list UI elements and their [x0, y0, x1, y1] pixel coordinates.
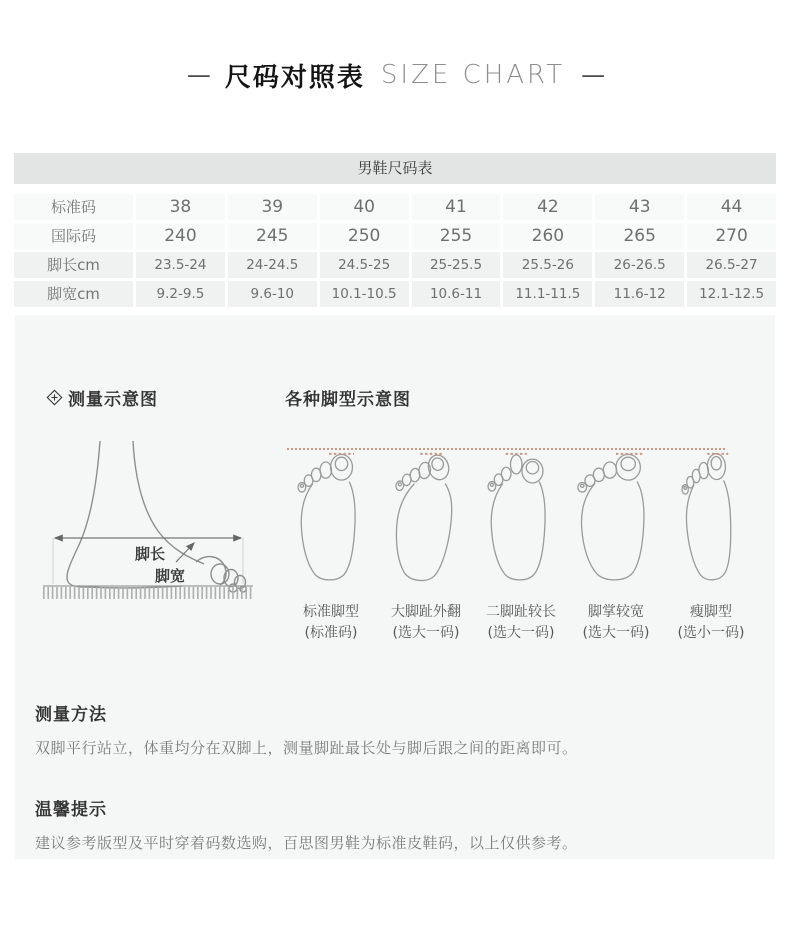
foot-type-name: 瘦脚型 [690, 604, 732, 620]
diagram-headings [33, 385, 757, 410]
table-cell: 9.2-9.5 [136, 281, 225, 307]
foot-type-name: 大脚趾外翻 [391, 604, 461, 620]
table-row-label: 国际码 [14, 223, 133, 249]
table-row-label: 标准码 [14, 194, 133, 220]
measure-diagram-heading [33, 385, 285, 410]
table-row-label: 脚宽cm [14, 281, 133, 307]
size-table-title: 男鞋尺码表 [14, 153, 776, 184]
table-cell: 24-24.5 [228, 252, 317, 278]
table-cell: 42 [503, 194, 592, 220]
foot-type-advice: (选大一码) [392, 625, 460, 641]
foot-standard-icon [289, 438, 373, 590]
size-table [14, 194, 776, 307]
foot-length-label: 脚长 [134, 545, 166, 563]
table-cell: 23.5-24 [136, 252, 225, 278]
page-title-chinese: 尺码对照表 [224, 62, 365, 93]
foot-type-name: 脚掌较宽 [588, 604, 644, 620]
foot-width-label: 脚宽 [154, 567, 186, 585]
foot-thin-icon [669, 438, 753, 590]
info-panel [15, 315, 775, 859]
diamond-plus-icon [46, 389, 63, 406]
foot-type-advice: (选小一码) [677, 625, 745, 641]
measure-method-title: 测量方法 [35, 705, 107, 725]
foot-type-advice: (选大一码) [582, 625, 650, 641]
table-cell: 9.6-10 [228, 281, 317, 307]
measure-method-body: 双脚平行站立，体重均分在双脚上，测量脚趾最长处与脚后跟之间的距离即可。 [35, 739, 578, 757]
table-cell: 11.6-12 [595, 281, 684, 307]
measure-method-section [33, 700, 757, 758]
foot-long-second-toe-icon [479, 438, 563, 590]
table-cell: 26-26.5 [595, 252, 684, 278]
table-cell: 250 [320, 223, 409, 249]
table-cell: 40 [320, 194, 409, 220]
table-cell: 38 [136, 194, 225, 220]
foot-wide-icon [574, 438, 658, 590]
foot-types-figure [285, 438, 757, 644]
table-cell: 255 [412, 223, 501, 249]
foot-type-bunion [380, 438, 472, 644]
feet-row [285, 438, 757, 644]
title-dash-left: — [186, 61, 209, 89]
foot-bunion-icon [384, 438, 468, 590]
table-cell: 270 [687, 223, 776, 249]
foot-type-advice: (选大一码) [487, 625, 555, 641]
size-table-section [14, 153, 776, 307]
table-cell: 11.1-11.5 [503, 281, 592, 307]
table-cell: 25.5-26 [503, 252, 592, 278]
page-title [0, 58, 790, 92]
table-cell: 10.1-10.5 [320, 281, 409, 307]
table-cell: 245 [228, 223, 317, 249]
table-cell: 26.5-27 [687, 252, 776, 278]
measurement-figure [33, 438, 285, 614]
table-cell: 24.5-25 [320, 252, 409, 278]
width-arrow [176, 543, 194, 562]
diagrams-row [33, 438, 757, 644]
foot-type-name: 标准脚型 [303, 604, 359, 620]
table-cell: 260 [503, 223, 592, 249]
table-cell: 10.6-11 [412, 281, 501, 307]
foot-type-thin [665, 438, 757, 644]
table-row-label: 脚长cm [14, 252, 133, 278]
foot-type-name: 二脚趾较长 [486, 604, 556, 620]
warm-tips-title: 温馨提示 [35, 800, 107, 820]
table-cell: 41 [412, 194, 501, 220]
measure-diagram-title: 测量示意图 [68, 390, 158, 410]
table-cell: 39 [228, 194, 317, 220]
page-title-english: SIZE CHART [380, 60, 566, 90]
foot-type-advice: (标准码) [304, 625, 358, 641]
foot-types-title: 各种脚型示意图 [285, 390, 411, 410]
foot-type-wide [570, 438, 662, 644]
table-cell: 12.1-12.5 [687, 281, 776, 307]
foot-type-standard [285, 438, 377, 644]
table-cell: 265 [595, 223, 684, 249]
foot-side-view-diagram [38, 438, 258, 610]
foot-type-long-second-toe [475, 438, 567, 644]
warm-tips-body: 建议参考版型及平时穿着码数选购，百思图男鞋为标准皮鞋码，以上仅供参考。 [35, 834, 578, 852]
warm-tips-section [33, 795, 757, 853]
title-dash-right: — [581, 61, 604, 89]
table-cell: 43 [595, 194, 684, 220]
table-cell: 44 [687, 194, 776, 220]
foot-types-heading [285, 385, 411, 410]
table-cell: 240 [136, 223, 225, 249]
table-cell: 25-25.5 [412, 252, 501, 278]
